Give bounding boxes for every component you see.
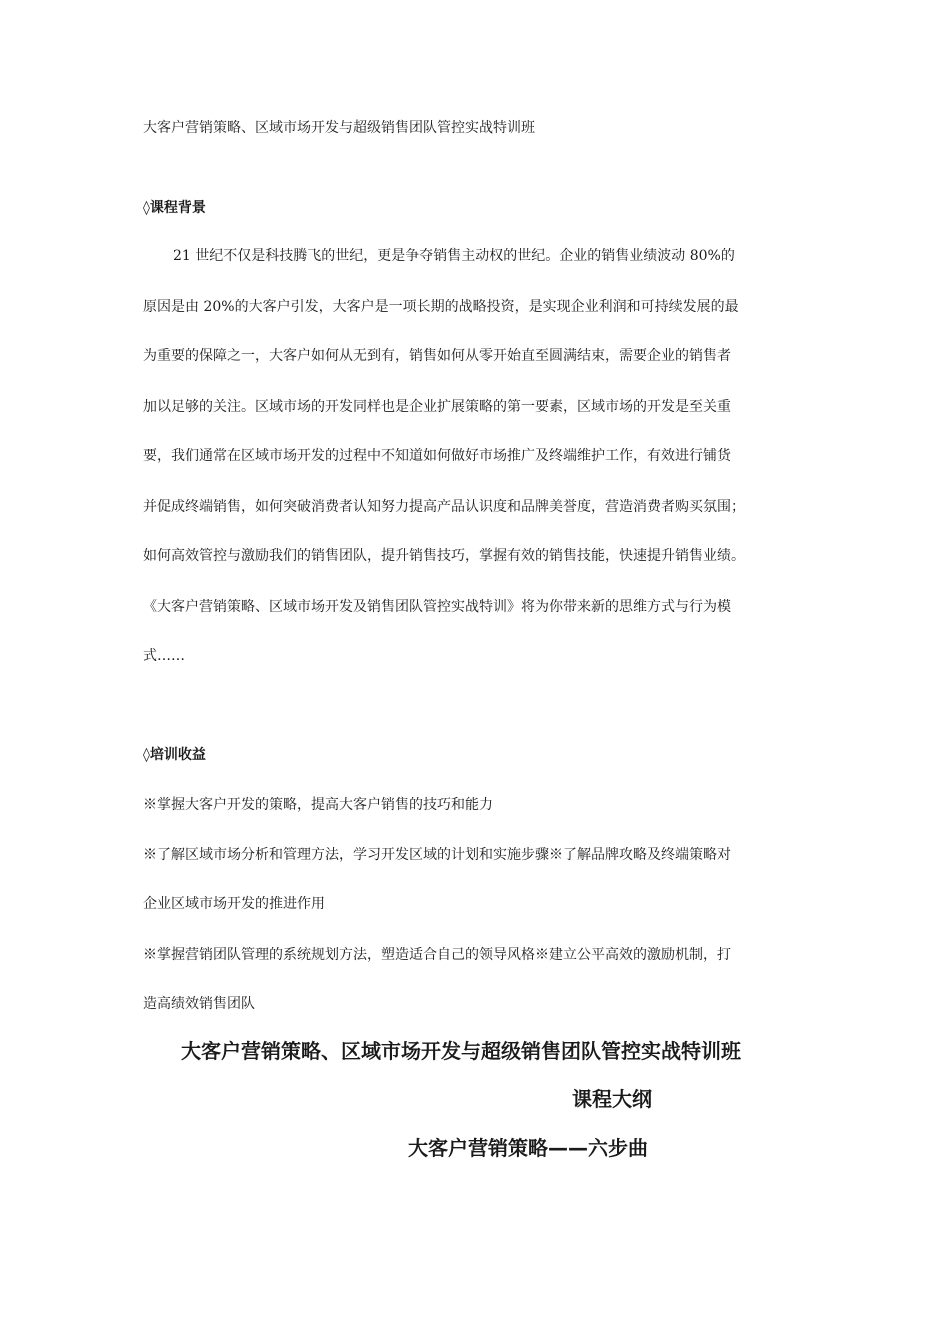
- background-line: 21 世纪不仅是科技腾飞的世纪，更是争夺销售主动权的世纪。企业的销售业绩波动 80%的: [173, 248, 735, 264]
- background-line: 为重要的保障之一，大客户如何从无到有，销售如何从零开始直至圆满结束，需要企业的销售者: [143, 348, 731, 364]
- background-line: 原因是由 20%的大客户引发，大客户是一项长期的战略投资，是实现企业利润和可持续发展的最: [143, 299, 739, 315]
- background-line: 《大客户营销策略、区域市场开发及销售团队管控实战特训》将为你带来新的思维方式与行为模: [143, 599, 731, 615]
- outline-subtitle: 课程大纲: [572, 1087, 652, 1111]
- background-line: 如何高效管控与激励我们的销售团队，提升销售技巧，掌握有效的销售技能，快速提升销售业绩。: [143, 548, 745, 564]
- header-title: 大客户营销策略、区域市场开发与超级销售团队管控实战特训班: [143, 120, 535, 136]
- benefit-line: ※掌握营销团队管理的系统规划方法，塑造适合自己的领导风格※建立公平高效的激励机制，打: [143, 947, 731, 963]
- outline-section-title: 大客户营销策略——六步曲: [408, 1136, 648, 1160]
- background-line: 式……: [143, 648, 185, 664]
- benefit-line: ※掌握大客户开发的策略，提高大客户销售的技巧和能力: [143, 797, 493, 813]
- background-line: 并促成终端销售，如何突破消费者认知努力提高产品认识度和品牌美誉度，营造消费者购买氛围；: [143, 499, 745, 515]
- benefits-heading: ◊培训收益: [143, 747, 206, 763]
- background-heading: ◊课程背景: [143, 200, 206, 216]
- benefit-line: 企业区域市场开发的推进作用: [143, 896, 325, 912]
- background-line: 加以足够的关注。区域市场的开发同样也是企业扩展策略的第一要素，区域市场的开发是至关重: [143, 399, 731, 415]
- background-line: 要，我们通常在区域市场开发的过程中不知道如何做好市场推广及终端维护工作，有效进行铺货: [143, 448, 731, 464]
- benefit-line: ※了解区域市场分析和管理方法，学习开发区域的计划和实施步骤※了解品牌攻略及终端策略对: [143, 847, 731, 863]
- benefit-line: 造高绩效销售团队: [143, 996, 255, 1012]
- outline-main-title: 大客户营销策略、区域市场开发与超级销售团队管控实战特训班: [181, 1039, 741, 1063]
